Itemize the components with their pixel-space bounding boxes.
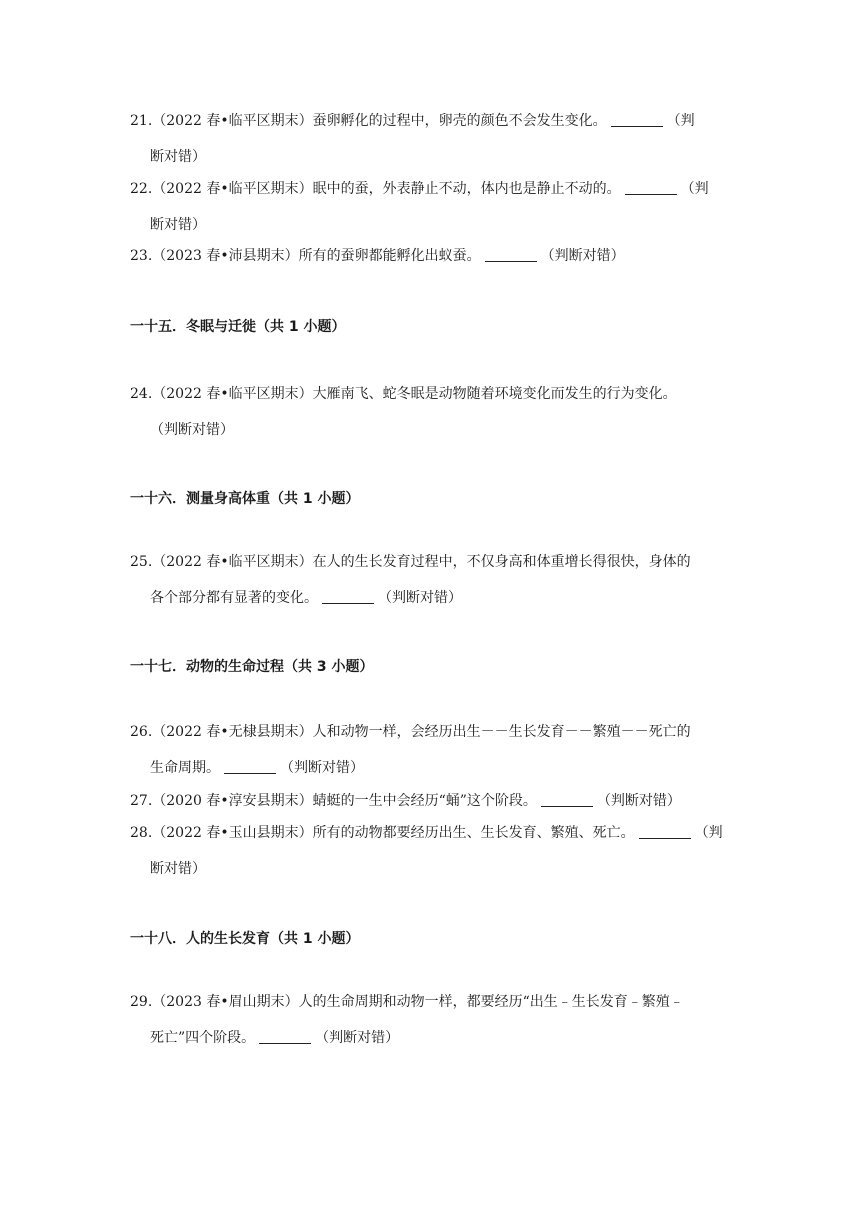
question-tail: （判断对错） bbox=[596, 793, 681, 809]
question-line bbox=[130, 103, 730, 139]
question-number: 21. bbox=[130, 113, 153, 129]
question-line bbox=[130, 714, 730, 750]
question-source: （2022 春•临平区期末） bbox=[152, 113, 313, 129]
question-text: 人的生命周期和动物一样，都要经历“出生﹣生长发育﹣繁殖﹣ bbox=[298, 994, 684, 1010]
question-continuation: 断对错） bbox=[150, 861, 206, 877]
question-continuation bbox=[130, 580, 730, 616]
question-line bbox=[130, 238, 730, 274]
question-continuation bbox=[130, 1020, 730, 1056]
question-text: 眠中的蚕，外表静止不动，体内也是静止不动的。 bbox=[312, 181, 621, 197]
question-line bbox=[130, 171, 730, 207]
question-25 bbox=[130, 544, 730, 616]
question-source: （2020 春•淳安县期末） bbox=[152, 793, 313, 809]
question-tail: （判断对错） bbox=[280, 760, 364, 776]
section-heading: 一十六．测量身高体重（共 1 小题） bbox=[130, 491, 360, 507]
question-number: 27. bbox=[130, 793, 153, 809]
question-23 bbox=[130, 238, 730, 274]
answer-blank[interactable] bbox=[259, 1029, 311, 1044]
question-number: 23. bbox=[130, 248, 153, 264]
section-heading: 一十五．冬眠与迁徙（共 1 小题） bbox=[130, 319, 346, 335]
question-source: （2022 春•临平区期末） bbox=[152, 554, 313, 570]
section-heading: 一十七．动物的生命过程（共 3 小题） bbox=[130, 659, 374, 675]
question-continuation bbox=[130, 412, 730, 448]
question-source: （2023 春•眉山期末） bbox=[152, 994, 299, 1010]
section-heading: 一十八．人的生长发育（共 1 小题） bbox=[130, 931, 360, 947]
question-text: 各个部分都有显著的变化。 bbox=[150, 590, 318, 606]
question-text: 人和动物一样，会经历出生－－生长发育－－繁殖－－死亡的 bbox=[312, 724, 691, 740]
answer-blank[interactable] bbox=[322, 589, 374, 604]
question-text: 死亡”四个阶段。 bbox=[150, 1030, 256, 1046]
answer-blank[interactable] bbox=[611, 112, 663, 127]
question-line bbox=[130, 544, 730, 580]
question-text: 所有的动物都要经历出生、生长发育、繁殖、死亡。 bbox=[312, 825, 635, 841]
question-tail: （判断对错） bbox=[378, 590, 462, 606]
answer-blank[interactable] bbox=[625, 180, 677, 195]
question-tail: （判 bbox=[666, 113, 695, 129]
question-tail: （判断对错） bbox=[315, 1030, 400, 1046]
question-text: 蚕卵孵化的过程中，卵壳的颜色不会发生变化。 bbox=[312, 113, 607, 129]
question-number: 28. bbox=[130, 825, 153, 841]
question-24 bbox=[130, 376, 730, 448]
question-line bbox=[130, 815, 730, 851]
question-tail: （判 bbox=[680, 181, 709, 197]
question-text: 在人的生长发育过程中，不仅身高和体重增长得很快，身体的 bbox=[312, 554, 691, 570]
answer-blank[interactable] bbox=[224, 759, 276, 774]
question-source: （2022 春•玉山县期末） bbox=[152, 825, 313, 841]
answer-blank[interactable] bbox=[639, 824, 691, 839]
question-text: 大雁南飞、蛇冬眠是动物随着环境变化而发生的行为变化。 bbox=[312, 386, 677, 402]
question-source: （2022 春•临平区期末） bbox=[152, 386, 313, 402]
question-tail: （判 bbox=[694, 825, 723, 841]
question-number: 26. bbox=[130, 724, 153, 740]
question-source: （2022 春•临平区期末） bbox=[152, 181, 313, 197]
question-22 bbox=[130, 171, 730, 243]
question-29 bbox=[130, 984, 730, 1056]
question-line bbox=[130, 783, 730, 819]
question-text: 所有的蚕卵都能孵化出蚁蚕。 bbox=[298, 248, 481, 264]
question-continuation: 断对错） bbox=[150, 217, 206, 233]
question-21 bbox=[130, 103, 730, 175]
question-number: 22. bbox=[130, 181, 153, 197]
question-continuation: 断对错） bbox=[150, 149, 206, 165]
question-number: 24. bbox=[130, 386, 153, 402]
question-tail: （判断对错） bbox=[540, 248, 625, 264]
question-source: （2022 春•无棣县期末） bbox=[152, 724, 313, 740]
question-source: （2023 春•沛县期末） bbox=[152, 248, 299, 264]
question-continuation bbox=[130, 750, 730, 786]
question-line bbox=[130, 376, 730, 412]
question-number: 25. bbox=[130, 554, 153, 570]
question-number: 29. bbox=[130, 994, 153, 1010]
question-26 bbox=[130, 714, 730, 786]
question-27 bbox=[130, 783, 730, 819]
question-line bbox=[130, 984, 730, 1020]
answer-blank[interactable] bbox=[541, 792, 593, 807]
answer-blank[interactable] bbox=[485, 247, 537, 262]
question-28 bbox=[130, 815, 730, 887]
question-text: 蜻蜓的一生中会经历“蛹”这个阶段。 bbox=[312, 793, 537, 809]
question-text: 生命周期。 bbox=[150, 760, 220, 776]
question-tail: （判断对错） bbox=[150, 422, 234, 438]
